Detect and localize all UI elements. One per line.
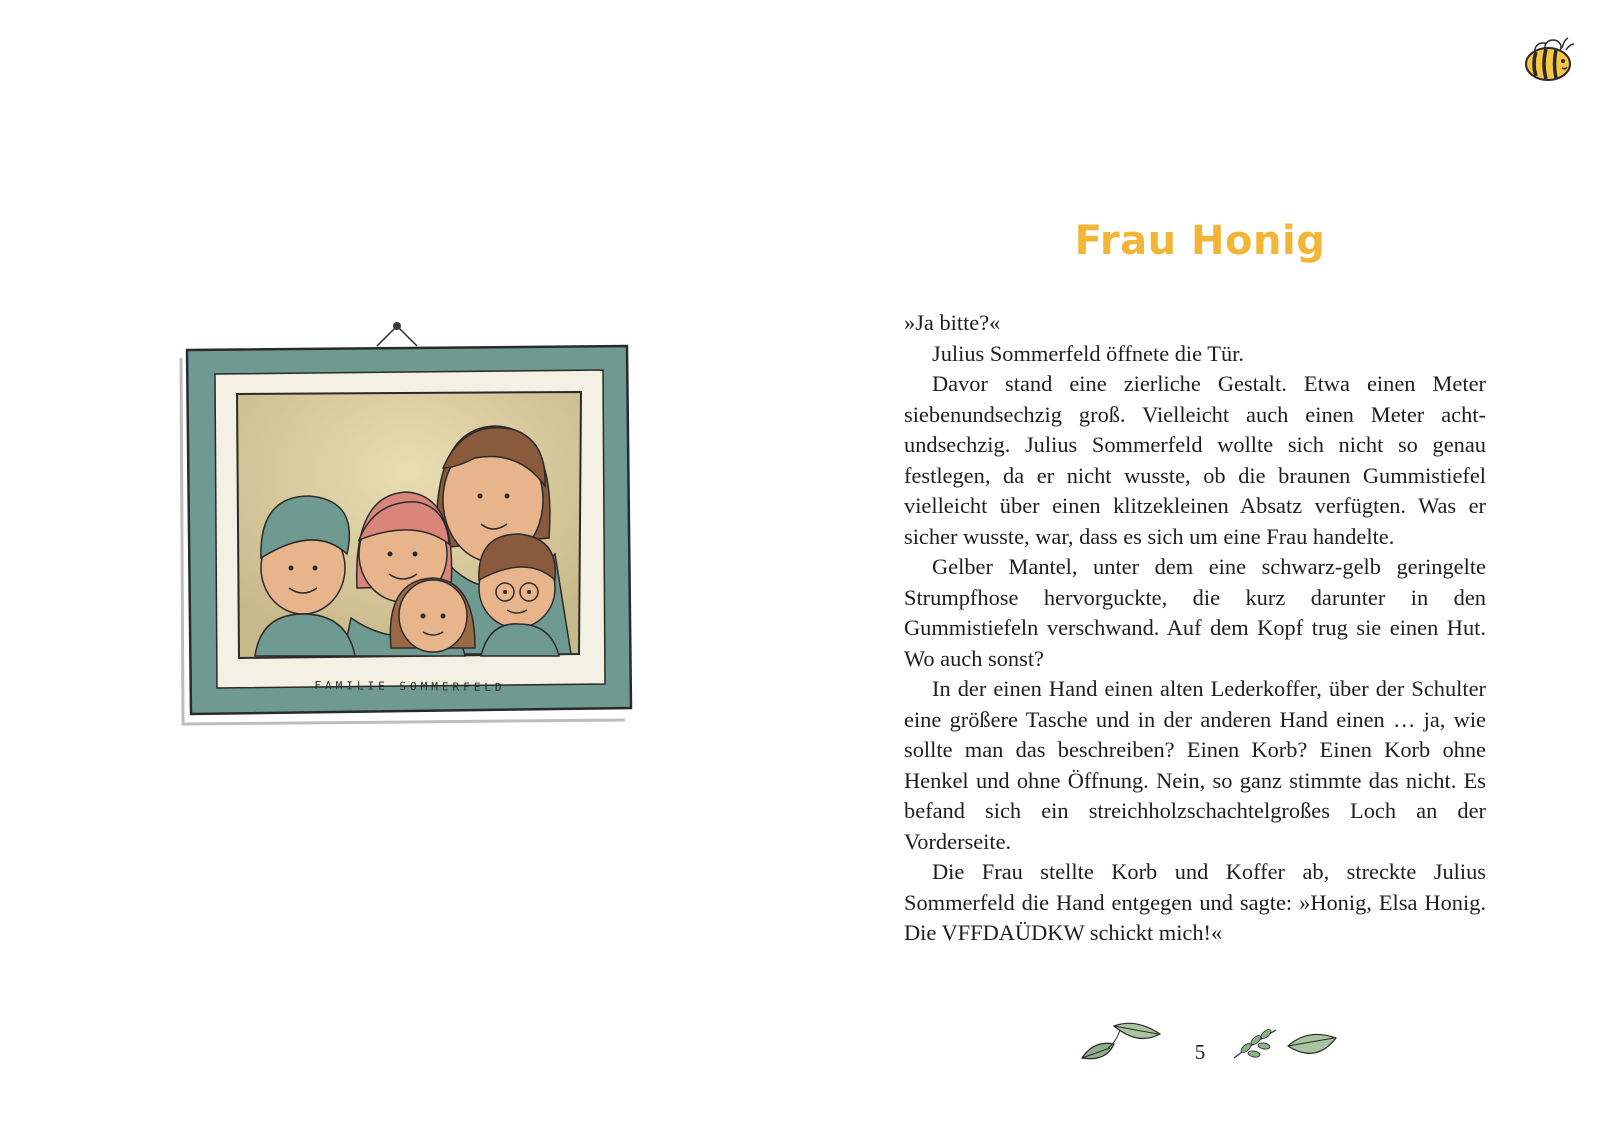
paragraph: »Ja bitte?« [904, 310, 1001, 335]
paragraph: In der einen Hand einen alten Lederkoffer, über der Schulter eine größere Tasche und in der anderen Hand einen … ja, wie sollte man das beschreiben? Einen Korb? Einen Korb ohne Henkel und ohne Öffnung. Nein, so ganz stimmte das nicht. Es befand sich ein streichholzschachtelgroßes Loch an der Vorderseite. [904, 676, 1486, 854]
leaves-icon [1232, 1018, 1338, 1066]
paragraph: Die Frau stellte Korb und Koffer ab, streckte Julius Sommerfeld die Hand entgegen und sagte: »Honig, Elsa Honig. Die VFFDAÜDKW schickt mich!« [904, 859, 1486, 945]
paragraph: Davor stand eine zierliche Gestalt. Etwa einen Meter siebenundsechzig groß. Vielleicht auch einen Meter achtundsechzig. Julius Sommerfeld wollte sich nicht so genau festlegen, da er nicht wusste, ob die braunen Gummistiefel vielleicht über einen klitzekleinen Absatz verfügten. Was er sicher wusste, war, dass es sich um eine Frau handelte. [904, 371, 1486, 549]
family-portrait-illustration [175, 318, 645, 748]
leaves-icon [1080, 1018, 1164, 1066]
paragraph: Julius Sommerfeld öffnete die Tür. [932, 340, 1244, 366]
paragraph: Gelber Mantel, unter dem eine schwarz-gelb geringelte Strumpfhose hervorguckte, die kurz darunter in den Gummistiefeln verschwand. Auf dem Kopf trug sie einen Hut. Wo auch sonst? [904, 554, 1486, 671]
body-text [904, 308, 1486, 949]
chapter-title: Frau Honig [1074, 218, 1326, 264]
page-number: 5 [1194, 1040, 1206, 1064]
bee-icon [1522, 28, 1578, 84]
frame-caption: FAMILIE SOMMERFELD [314, 678, 506, 695]
